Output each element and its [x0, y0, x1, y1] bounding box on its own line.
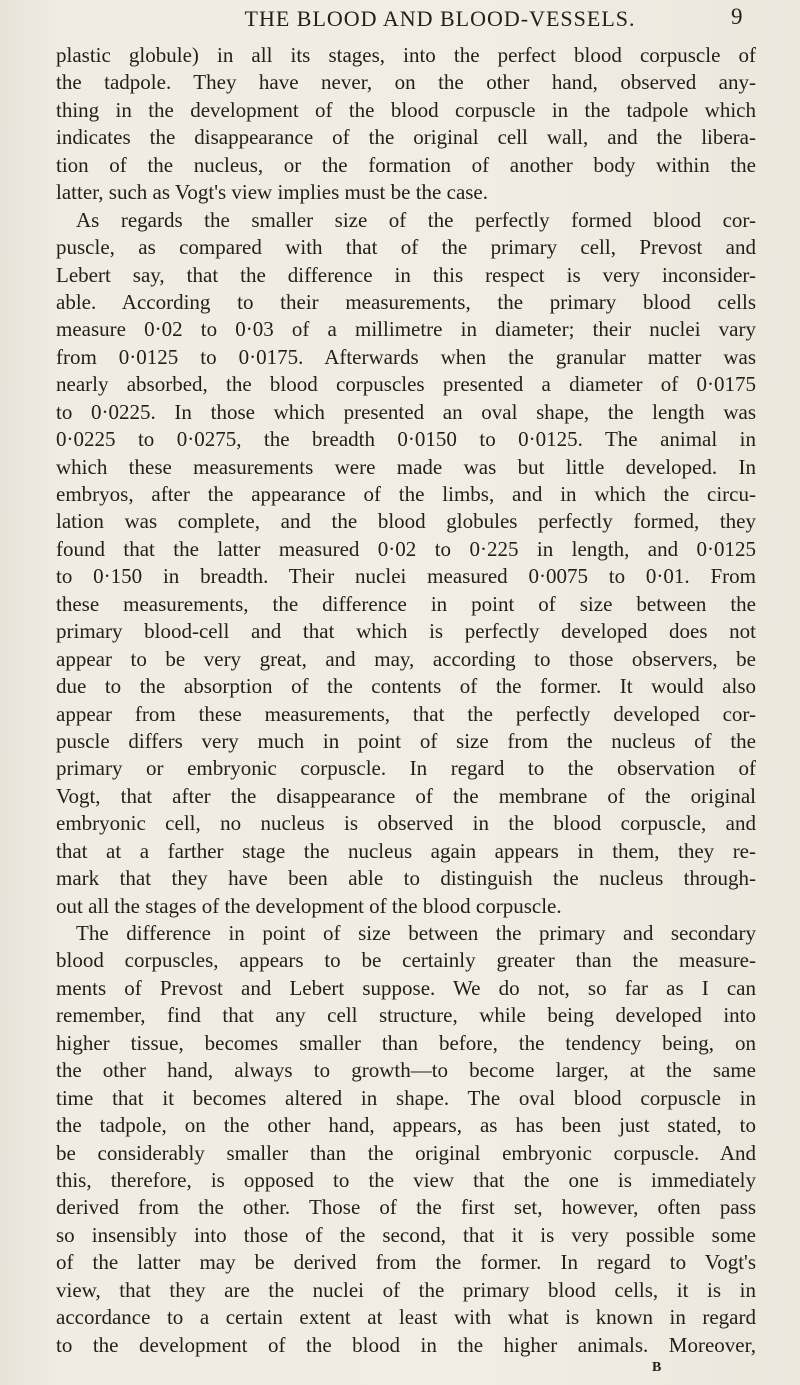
text-line: 0·0225 to 0·0275, the breadth 0·0150 to 0·0125. The animal in — [56, 427, 756, 452]
paragraph — [56, 207, 756, 920]
text-line: able. According to their measurements, the primary blood cells — [56, 289, 756, 314]
text-line: to 0·150 in breadth. Their nuclei measured 0·0075 to 0·01. From — [56, 564, 756, 589]
text-line: time that it becomes altered in shape. The oval blood corpuscle in — [56, 1085, 756, 1110]
text-line: appear to be very great, and may, according to those observers, be — [56, 646, 756, 671]
text-line: mark that they have been able to distinguish the nucleus through- — [56, 866, 756, 891]
text-line: higher tissue, becomes smaller than before, the tendency being, on — [56, 1030, 756, 1055]
text-line: lation was complete, and the blood globules perfectly formed, they — [56, 509, 756, 534]
text-line: latter, such as Vogt's view implies must be the case. — [56, 180, 489, 205]
text-line: the tadpole, on the other hand, appears, as has been just stated, to — [56, 1113, 756, 1138]
text-line: Vogt, that after the disappearance of the membrane of the original — [56, 783, 756, 808]
text-line: As regards the smaller size of the perfectly formed blood cor- — [76, 207, 756, 232]
text-line: that at a farther stage the nucleus again appears in them, they re- — [56, 838, 756, 863]
text-line: these measurements, the difference in point of size between the — [56, 591, 756, 616]
body-text — [56, 42, 756, 1359]
text-line: from 0·0125 to 0·0175. Afterwards when the granular matter was — [56, 344, 756, 369]
text-line: embryonic cell, no nucleus is observed in the blood corpuscle, and — [56, 811, 756, 836]
text-line: which these measurements were made was but little developed. In — [56, 454, 756, 479]
text-line: remember, find that any cell structure, while being developed into — [56, 1003, 756, 1028]
text-line: this, therefore, is opposed to the view that the one is immediately — [56, 1167, 756, 1192]
text-line: be considerably smaller than the original embryonic corpuscle. And — [56, 1140, 756, 1165]
text-line: nearly absorbed, the blood corpuscles presented a diameter of 0·0175 — [56, 372, 756, 397]
text-line: tion of the nucleus, or the formation of another body within the — [56, 152, 756, 177]
text-line: embryos, after the appearance of the limbs, and in which the circu- — [56, 482, 756, 506]
page-number: 9 — [731, 4, 743, 29]
text-line: to 0·0225. In those which presented an oval shape, the length was — [56, 399, 756, 424]
text-line: the tadpole. They have never, on the other hand, observed any- — [56, 70, 756, 95]
text-line: derived from the other. Those of the first set, however, often pass — [56, 1195, 756, 1220]
text-line: ments of Prevost and Lebert suppose. We do not, so far as I can — [56, 975, 756, 1000]
text-line: so insensibly into those of the second, that it is very possible some — [56, 1222, 756, 1247]
paragraph — [56, 42, 756, 207]
text-line: puscle differs very much in point of size from the nucleus of the — [56, 728, 756, 753]
text-line: found that the latter measured 0·02 to 0·225 in length, and 0·0125 — [56, 536, 756, 561]
text-line: primary or embryonic corpuscle. In regard to the observation of — [56, 756, 756, 781]
text-line: blood corpuscles, appears to be certainly greater than the measure- — [56, 948, 756, 973]
text-line: puscle, as compared with that of the primary cell, Prevost and — [56, 235, 756, 260]
text-line: view, that they are the nuclei of the primary blood cells, it is in — [56, 1277, 756, 1302]
text-line: Lebert say, that the difference in this respect is very inconsider- — [56, 262, 756, 287]
text-line: The difference in point of size between the primary and secondary — [76, 921, 756, 945]
text-line: accordance to a certain extent at least with what is known in regard — [56, 1305, 756, 1330]
text-line: due to the absorption of the contents of the former. It would also — [56, 674, 756, 699]
signature-mark: B — [652, 1360, 662, 1375]
text-line: thing in the development of the blood corpuscle in the tadpole which — [56, 97, 756, 122]
text-line: measure 0·02 to 0·03 of a millimetre in diameter; their nuclei vary — [56, 317, 756, 342]
text-line: out all the stages of the development of the blood corpuscle. — [56, 893, 562, 918]
text-line: of the latter may be derived from the former. In regard to Vogt's — [56, 1250, 756, 1275]
text-line: the other hand, always to growth—to become larger, at the same — [56, 1058, 756, 1083]
text-line: plastic globule) in all its stages, into the perfect blood corpuscle of — [56, 43, 756, 67]
text-line: primary blood-cell and that which is perfectly developed does not — [56, 619, 756, 644]
paragraph — [56, 920, 756, 1359]
text-line: indicates the disappearance of the original cell wall, and the libera- — [56, 125, 756, 150]
running-header: THE BLOOD AND BLOOD-VESSELS. — [244, 6, 636, 31]
text-line: to the development of the blood in the higher animals. Moreover, — [56, 1332, 756, 1357]
text-line: appear from these measurements, that the perfectly developed cor- — [56, 701, 756, 726]
